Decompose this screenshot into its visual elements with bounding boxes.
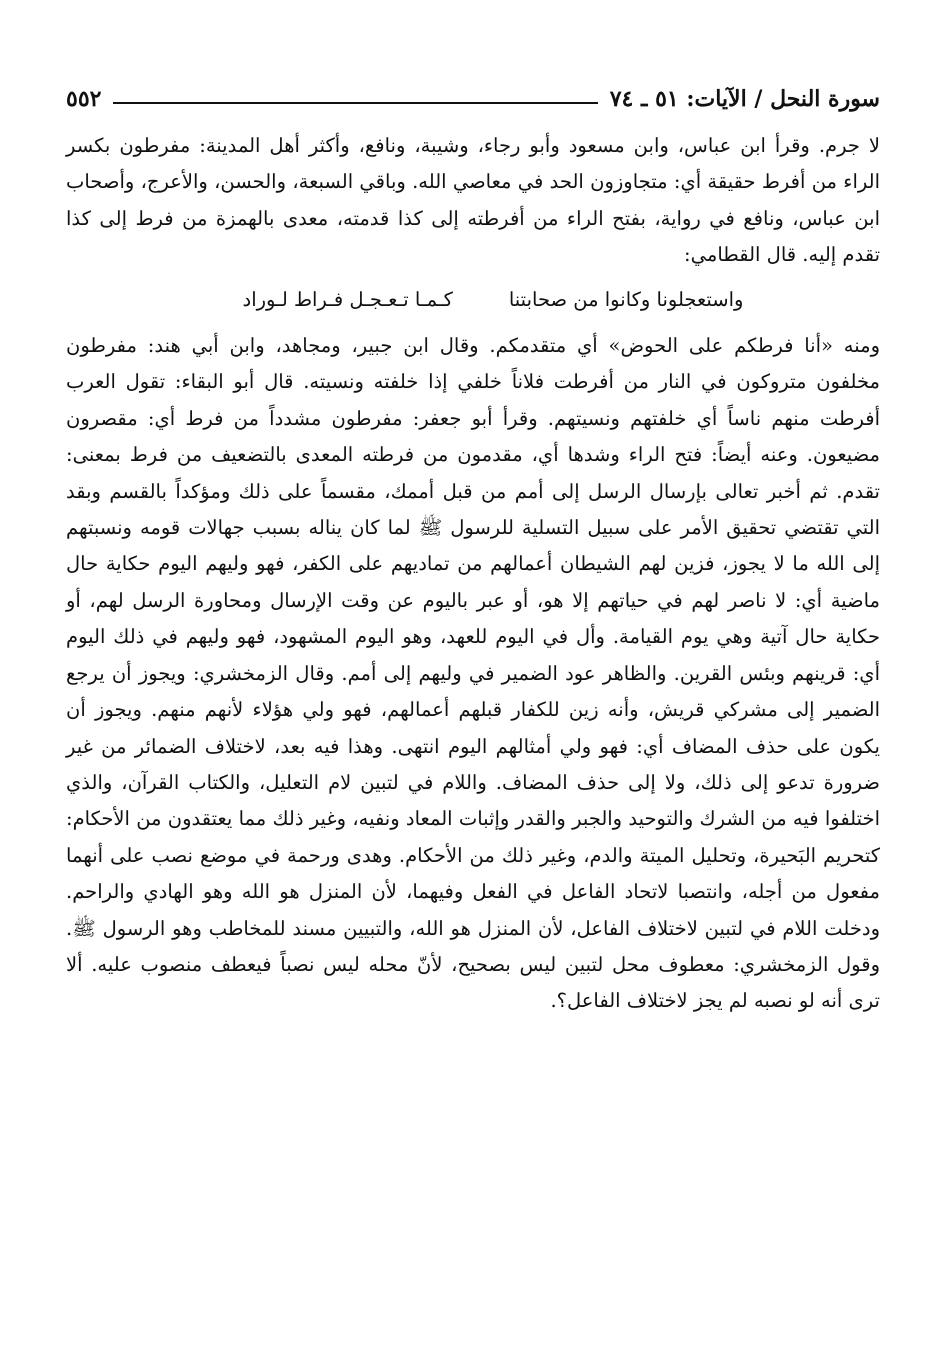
poetry-verse [66,282,880,318]
page-header [66,70,880,110]
page-number: ٥٥٢ [66,86,102,112]
paragraph-1: لا جرم. وقرأ ابن عباس، وابن مسعود وأبو رجاء، وشيبة، ونافع، وأكثر أهل المدينة: مفرطون بكسر الراء من أفرط حقيقة أي: متجاوزون الحد في معاصي الله. وباقي السبعة، والحسن، والأعرج، وأصحاب ابن عباس، ونافع في رواية، بفتح الراء من أفرطته إلى كذا قدمته، معدى بالهمزة من فرط إلى كذا تقدم إليه. قال القطامي: [66,134,880,267]
verse-first-hemistich: واستعجلونا وكانوا من صحابتنا [508,287,744,311]
header-rule [113,102,597,104]
paragraph-2: ومنه «أنا فرطكم على الحوض» أي متقدمكم. وقال ابن جبير، ومجاهد، وابن أبي هند: مفرطون مخلفون متروكون في النار من أفرطت فلاناً خلفي إذا خلفته ونسيته. قال أبو البقاء: تقول العرب أفرطت منهم ناساً أي خلفتهم ونسيتهم. وقرأ أبو جعفر: مفرطون مشدداً من فرط أي: مقصرون مضيعون. وعنه أيضاً: فتح الراء وشدها أي، مقدمون من فرطته المعدى بالتضعيف من فرط بمعنى: تقدم. ثم أخبر تعالى بإرسال الرسل إلى أمم من قبل أممك، مقسماً على ذلك ومؤكداً بالقسم وبقد التي تقتضي تحقيق الأمر على سبيل التسلية للرسول ﷺ لما كان يناله بسبب جهالات قومه ونسبتهم إلى الله ما لا يجوز، فزين لهم الشيطان أعمالهم من تماديهم على الكفر، فهو وليهم اليوم حكاية حال ماضية أي: لا ناصر لهم في حياتهم إلا هو، أو عبر باليوم عن وقت الإرسال ومحاورة الرسل لهم، أو حكاية حال آتية وهي يوم القيامة. وأل في اليوم للعهد، وهو اليوم المشهود، فهو وليهم في ذلك اليوم أي: قرينهم وبئس القرين. والظاهر عود الضمير في وليهم إلى أمم. وقال الزمخشري: ويجوز أن يرجع الضمير إلى مشركي قريش، وأنه زين للكفار قبلهم أعمالهم، فهو ولي هؤلاء لأنهم منهم. ويجوز أن يكون على حذف المضاف أي: فهو ولي أمثالهم اليوم انتهى. وهذا فيه بعد، لاختلاف الضمائر من غير ضرورة تدعو إلى ذلك، ولا إلى حذف المضاف. واللام في لتبين لام التعليل، والكتاب القرآن، والذي اختلفوا فيه من الشرك والتوحيد والجبر والقدر وإثبات المعاد ونفيه، وغير ذلك مما يعتقدون من الأحكام: كتحريم البَحيرة، وتحليل الميتة والدم، وغير ذلك من الأحكام. وهدى ورحمة في موضع نصب على أنهما مفعول من أجله، وانتصبا لاتحاد الفاعل في الفعل وفيهما، لأن المنزل هو الله وهو الهادي والراحم. ودخلت اللام في لتبين لاختلاف الفاعل، لأن المنزل هو الله، والتبيين مسند للمخاطب وهو الرسول ﷺ. وقول الزمخشري: معطوف محل لتبين ليس بصحيح، لأنّ محله ليس نصباً فيعطف منصوب عليه. ألا ترى أنه لو نصبه لم يجز لاختلاف الفاعل؟. [66,334,880,1013]
book-page [66,70,880,1020]
verse-second-hemistich: كـمـا تـعـجـل فـراط لـوراد [242,287,453,311]
running-head: سورة النحل / الآيات: ٥١ ـ ٧٤ [609,86,880,112]
page-body [66,128,880,1020]
